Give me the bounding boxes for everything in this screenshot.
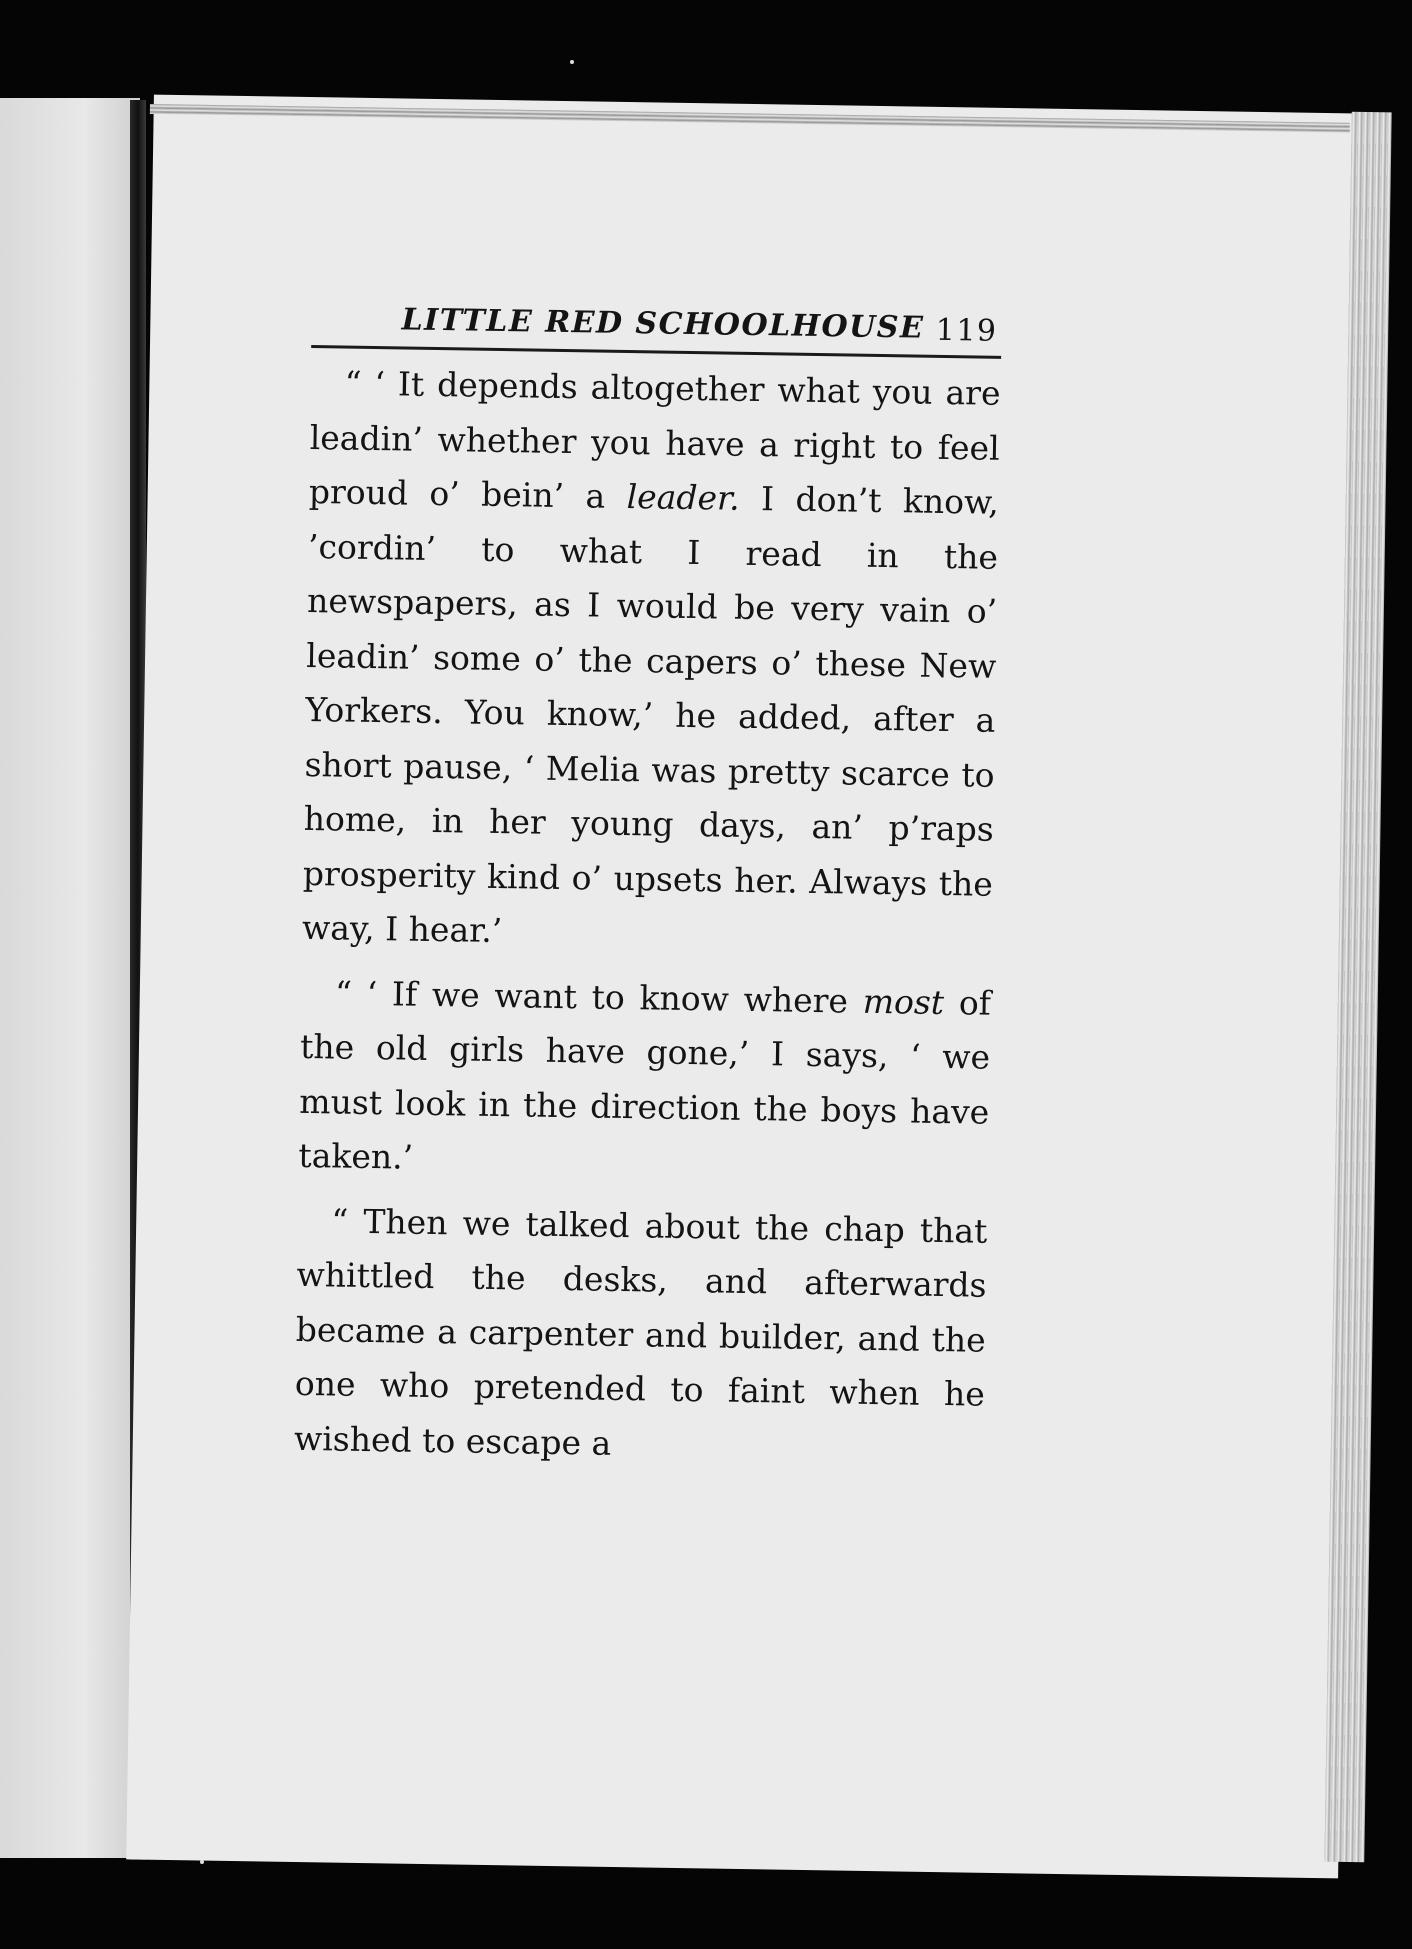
paragraph bbox=[294, 1193, 988, 1476]
running-head-title: LITTLE RED SCHOOLHOUSE bbox=[401, 302, 925, 346]
previous-page-edge bbox=[0, 98, 140, 1858]
page-number: 119 bbox=[935, 312, 998, 349]
paragraph bbox=[302, 356, 1001, 966]
paragraph bbox=[298, 965, 991, 1194]
paragraph-text: “ Then we talked about the chap that whittled the desks, and afterwards became a carpenter and builder, and the one who pretended to faint when he wished to escape a bbox=[293, 1200, 988, 1463]
italic-word: leader. bbox=[626, 476, 740, 518]
scan-speck bbox=[570, 60, 574, 64]
page-content bbox=[293, 295, 1001, 1487]
italic-word: most bbox=[862, 981, 945, 1022]
paragraph-text: “ ‘ If we want to know where bbox=[334, 972, 864, 1021]
body-text bbox=[294, 356, 1001, 1477]
paragraph-text: of the old girls have gone,’ I says, ‘ we must look in the direction the boys have taken.’ bbox=[298, 982, 992, 1177]
paragraph-text: “ ‘ It depends altogether what you are leadin’ whether you have a right to feel proud o’ bein’ a bbox=[308, 363, 1001, 516]
paragraph-text: I don’t know, ’cordin’ to what I read in the newspapers, as I would be very vain o’ leadin’ some o’ the capers o’ these New Yorkers. You know,’ he added, after a short pause, ‘ Melia was pretty scarce to home, in her young days, an’ p’raps prosperity kind o’ upsets her. Always the way, I hear.’ bbox=[301, 478, 1000, 951]
scan-speck bbox=[200, 1860, 204, 1864]
running-head bbox=[311, 295, 1002, 359]
